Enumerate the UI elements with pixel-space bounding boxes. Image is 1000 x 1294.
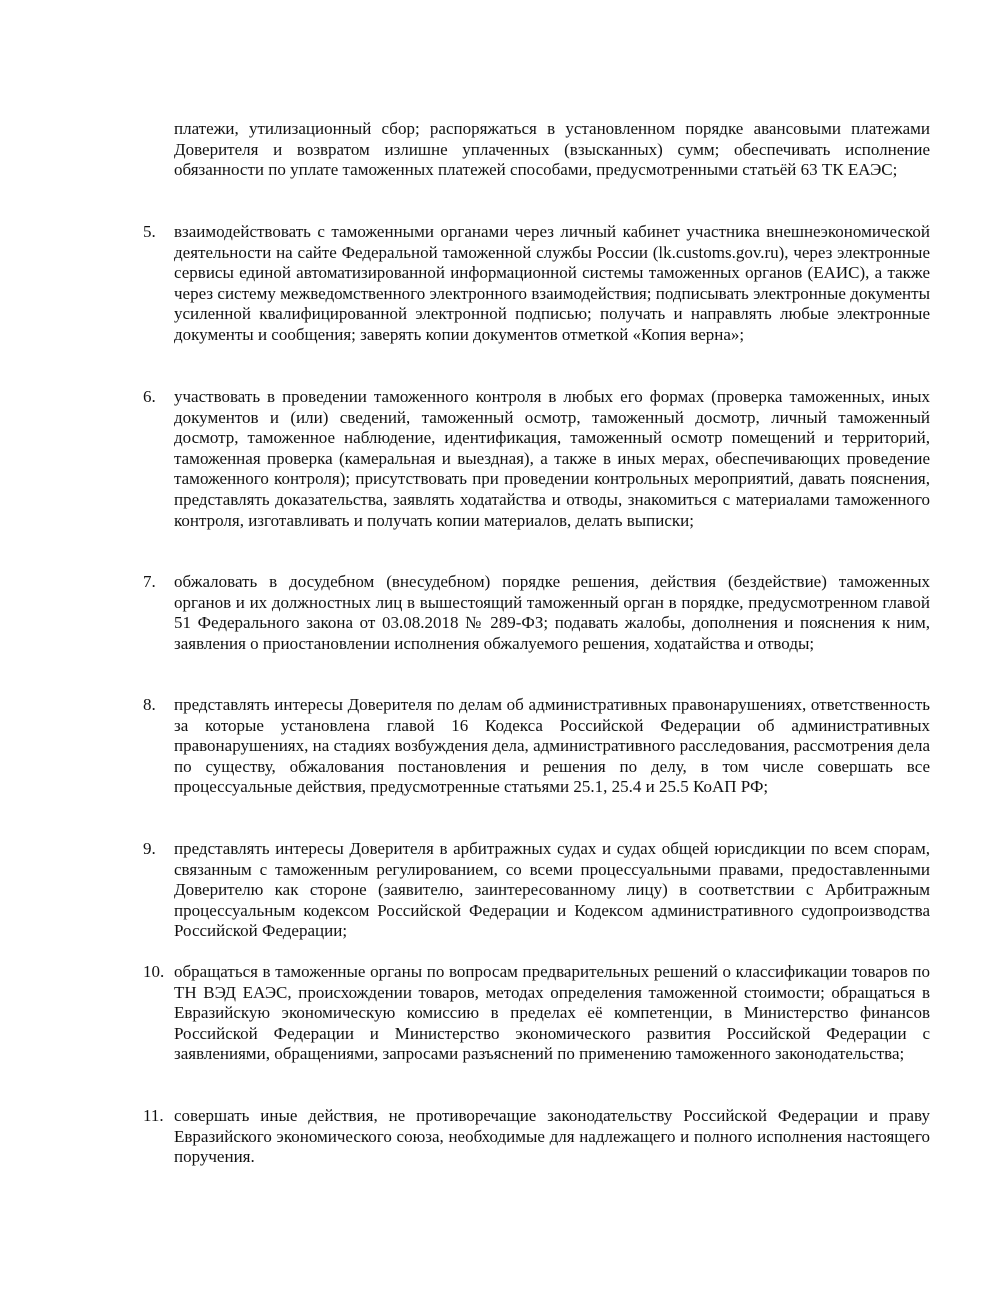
item-number-6: 6. <box>143 387 156 406</box>
item-text-11: совершать иные действия, не противоречащие законодательству Российской Федерации и праву Евразийского экономического союза, необходимые для надлежащего и полного исполнения настоящего поручения. <box>174 1106 930 1167</box>
item-number-10: 10. <box>143 962 165 981</box>
item-number-7: 7. <box>143 572 156 591</box>
item-number-9: 9. <box>143 839 156 858</box>
item-number-8: 8. <box>143 695 156 714</box>
item-text-7: обжаловать в досудебном (внесудебном) порядке решения, действия (бездействие) таможенных органов и их должностных лиц в вышестоящий таможенный орган в порядке, предусмотренном главой 51 Федерального закона от 03.08.2018 № 289-ФЗ; подавать жалобы, дополнения и пояснения к ним, заявления о приостановлении исполнения обжалуемого решения, ходатайства и отводы; <box>174 572 930 653</box>
item-number-11: 11. <box>143 1106 164 1125</box>
continuation-paragraph: платежи, утилизационный сбор; распоряжаться в установленном порядке авансовыми платежами Доверителя и возвратом излишне уплаченных (взысканных) сумм; обеспечивать исполнение обязанности по уплате таможенных платежей способами, предусмотренными статьёй 63 ТК ЕАЭС; <box>174 119 930 180</box>
item-text-6: участвовать в проведении таможенного контроля в любых его формах (проверка таможенных, иных документов и (или) сведений, таможенный осмотр, таможенный досмотр, личный таможенный досмотр, таможенное наблюдение, идентификация, таможенный осмотр помещений и территорий, таможенная проверка (камеральная и выездная), а также в иных мерах, обеспечивающих проведение таможенного контроля); присутствовать при проведении контрольных мероприятий, давать пояснения, представлять доказательства, заявлять ходатайства и отводы, знакомиться с материалами таможенного контроля, изготавливать и получать копии материалов, делать выписки; <box>174 387 930 530</box>
item-text-10: обращаться в таможенные органы по вопросам предварительных решений о классификации товаров по ТН ВЭД ЕАЭС, происхождении товаров, методах определения таможенной стоимости; обращаться в Евразийскую экономическую комиссию в пределах её компетенции, в Министерство финансов Российской Федерации и Министерство экономического развития Российской Федерации с заявлениями, обращениями, запросами разъяснений по применению таможенного законодательства; <box>174 962 930 1064</box>
item-text-9: представлять интересы Доверителя в арбитражных судах и судах общей юрисдикции по всем спорам, связанным с таможенным регулированием, со всеми процессуальными правами, предоставленными Доверителю как стороне (заявителю, заинтересованному лицу) в соответствии с Арбитражным процессуальным кодексом Российской Федерации и Кодексом административного судопроизводства Российской Федерации; <box>174 839 930 941</box>
item-number-5: 5. <box>143 222 156 241</box>
item-text-8: представлять интересы Доверителя по делам об административных правонарушениях, ответственность за которые установлена главой 16 Кодекса Российской Федерации об административных правонарушениях, на стадиях возбуждения дела, административного расследования, рассмотрения дела по существу, обжалования постановления и решения по делу, в том числе совершать все процессуальные действия, предусмотренные статьями 25.1, 25.4 и 25.5 КоАП РФ; <box>174 695 930 797</box>
item-text-5: взаимодействовать с таможенными органами через личный кабинет участника внешнеэкономической деятельности на сайте Федеральной таможенной службы России (lk.customs.gov.ru), через электронные сервисы единой автоматизированной информационной системы таможенных органов (ЕАИС), а также через систему межведомственного электронного взаимодействия; подписывать электронные документы усиленной квалифицированной электронной подписью; получать и направлять любые электронные документы и сообщения; заверять копии документов отметкой «Копия верна»; <box>174 222 930 344</box>
